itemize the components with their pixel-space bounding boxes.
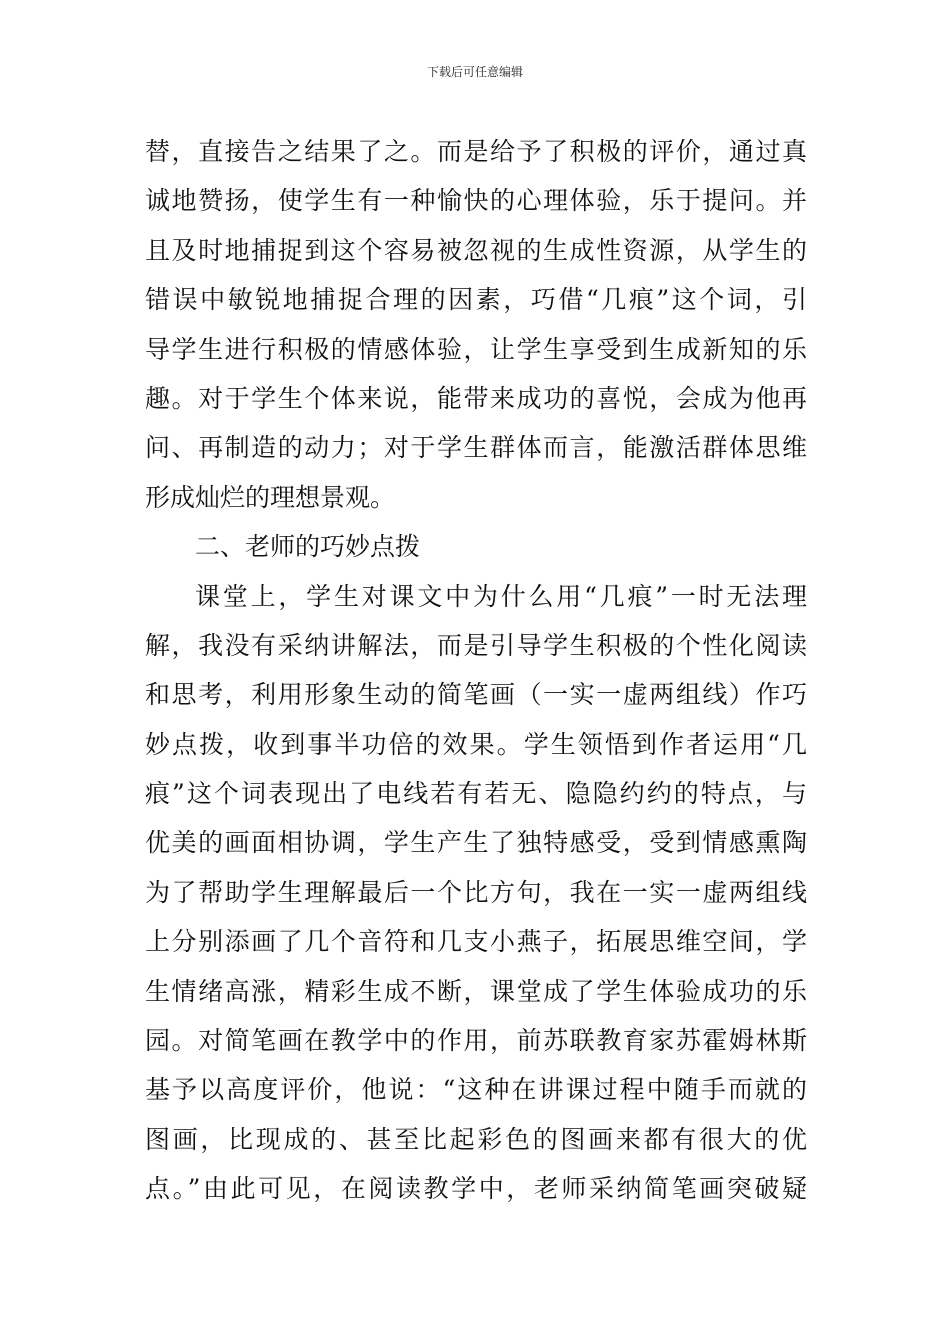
text-line: 生情绪高涨，精彩生成不断，课堂成了学生体验成功的乐: [145, 976, 807, 1006]
text-line: 和思考，利用形象生动的简笔画（一实一虚两组线）作巧: [145, 680, 807, 710]
page-header: 下载后可任意编辑: [426, 65, 523, 79]
section-heading: 二、老师的巧妙点拨: [195, 532, 421, 562]
text-line: 点。”由此可见，在阅读教学中，老师采纳简笔画突破疑: [145, 1174, 807, 1204]
text-line: 替，直接告之结果了之。而是给予了积极的评价，通过真: [145, 137, 807, 166]
text-line: 为了帮助学生理解最后一个比方句，我在一实一虚两组线: [145, 877, 807, 907]
text-line: 错误中敏锐地捕捉合理的因素，巧借“几痕”这个词，引: [145, 285, 807, 315]
text-line: 解，我没有采纳讲解法，而是引导学生积极的个性化阅读: [145, 630, 807, 660]
text-line: 且及时地捕捉到这个容易被忽视的生成性资源，从学生的: [145, 235, 807, 265]
text-line: 形成灿烂的理想景观。: [145, 482, 396, 512]
text-line: 图画，比现成的、甚至比起彩色的图画来都有很大的优: [145, 1124, 807, 1154]
text-line: 诚地赞扬，使学生有一种愉快的心理体验，乐于提问。并: [145, 186, 807, 216]
body-text: [145, 127, 807, 1214]
text-line: 痕”这个词表现出了电线若有若无、隐隐约约的特点，与: [145, 779, 807, 809]
text-line: 妙点拨，收到事半功倍的效果。学生领悟到作者运用“几: [145, 729, 807, 759]
text-line: 课堂上，学生对课文中为什么用“几痕”一时无法理: [195, 581, 807, 611]
text-line: 趣。对于学生个体来说，能带来成功的喜悦，会成为他再: [145, 383, 807, 413]
text-line: 问、再制造的动力；对于学生群体而言，能激活群体思维: [145, 433, 807, 463]
text-line: 上分别添画了几个音符和几支小燕子，拓展思维空间，学: [145, 927, 807, 957]
text-line: 基予以高度评价，他说：“这种在讲课过程中随手而就的: [145, 1075, 807, 1105]
text-line: 导学生进行积极的情感体验，让学生享受到生成新知的乐: [145, 334, 807, 364]
text-line: 园。对简笔画在教学中的作用，前苏联教育家苏霍姆林斯: [145, 1026, 807, 1056]
text-line: 优美的画面相协调，学生产生了独特感受，受到情感熏陶: [145, 828, 807, 858]
